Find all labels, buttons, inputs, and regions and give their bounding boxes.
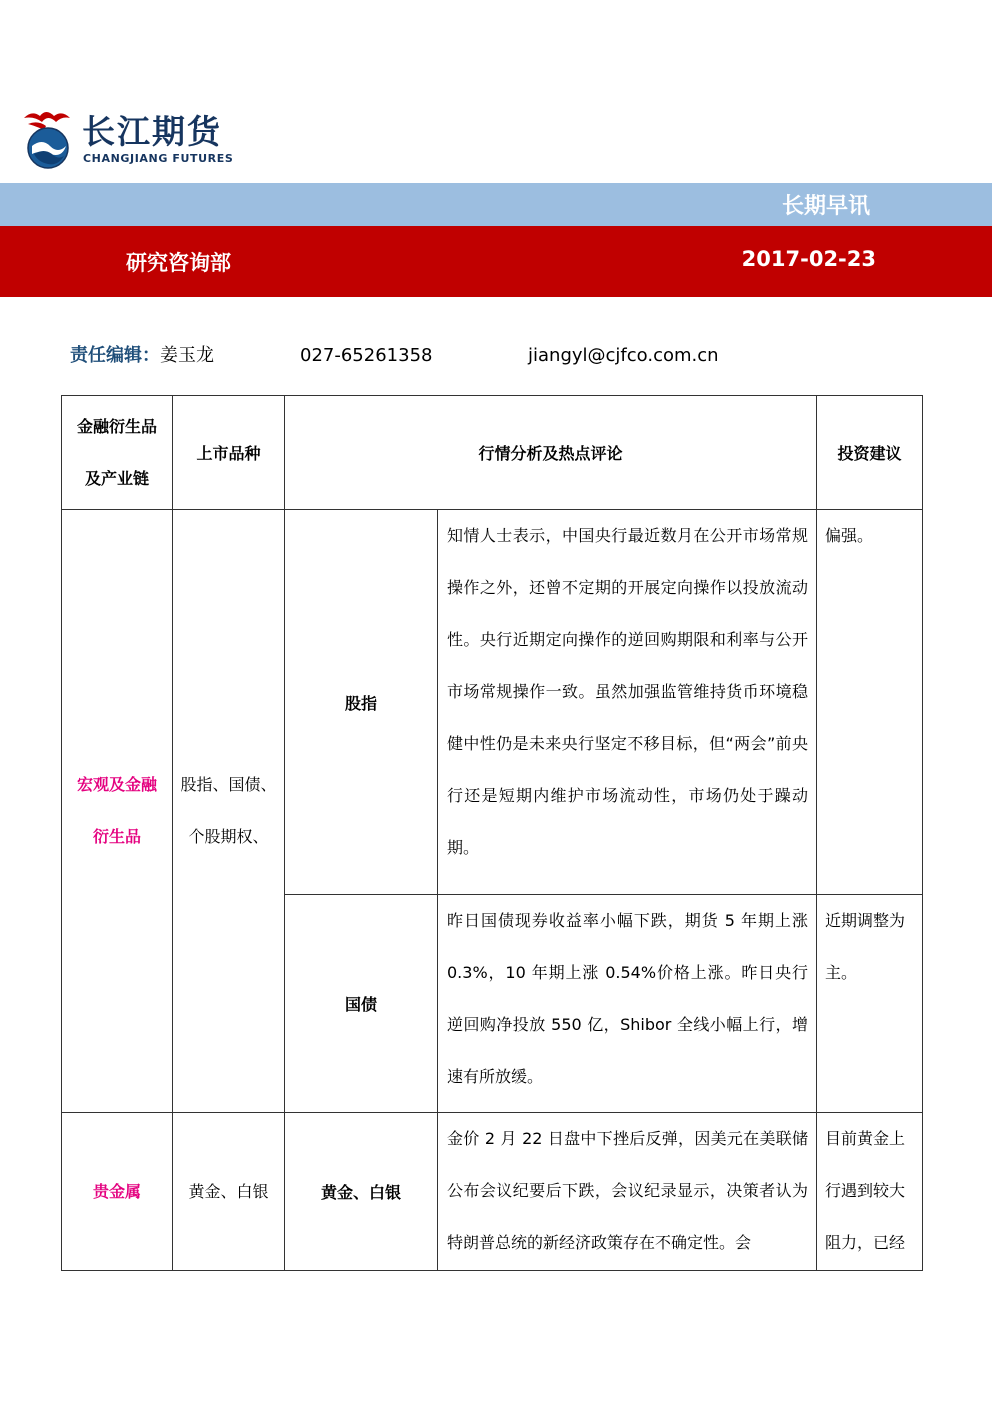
department-band xyxy=(0,226,992,297)
sector-cell: 贵金属 xyxy=(62,1113,173,1271)
header-products: 上市品种 xyxy=(173,396,285,510)
advice-cell: 偏强。 xyxy=(817,510,923,895)
market-report-table xyxy=(61,395,923,1271)
header-advice: 投资建议 xyxy=(817,396,923,510)
comment-cell: 金价 2 月 22 日盘中下挫后反弹，因美元在美联储公布会议纪要后下跌，会议纪录显示，决策者认为特朗普总统的新经济政策存在不确定性。会 xyxy=(438,1113,817,1271)
subcategory-cell: 股指 xyxy=(285,510,438,895)
products-cell: 黄金、白银 xyxy=(173,1113,285,1271)
products-cell: 股指、国债、 个股期权、 xyxy=(173,510,285,1113)
advice-cell: 目前黄金上行遇到较大阻力，已经 xyxy=(817,1113,923,1271)
sector-cell: 宏观及金融 衍生品 xyxy=(62,510,173,1113)
editor-phone: 027-65261358 xyxy=(300,345,433,366)
company-logo xyxy=(18,108,258,172)
subcategory-cell: 国债 xyxy=(285,895,438,1113)
editor-email[interactable]: jiangyl@cjfco.com.cn xyxy=(528,345,719,366)
table-row xyxy=(62,1113,923,1271)
comment-cell: 昨日国债现券收益率小幅下跌，期货 5 年期上涨 0.3%，10 年期上涨 0.54%价格上涨。昨日央行逆回购净投放 550 亿，Shibor 全线小幅上行，增速有所放缓。 xyxy=(438,895,817,1113)
logo-name-en: CHANGJIANG FUTURES xyxy=(83,152,234,165)
editor-label: 责任编辑： xyxy=(70,345,160,366)
header-sector: 金融衍生品 及产业链 xyxy=(62,396,173,510)
editor-name: 姜玉龙 xyxy=(160,345,214,366)
header-analysis: 行情分析及热点评论 xyxy=(285,396,817,510)
comment-cell: 知情人士表示，中国央行最近数月在公开市场常规操作之外，还曾不定期的开展定向操作以投放流动性。央行近期定向操作的逆回购期限和利率与公开市场常规操作一致。虽然加强监管维持货币环境稳健中性仍是未来央行坚定不移目标，但“两会”前央行还是短期内维护市场流动性，市场仍处于躁动期。 xyxy=(438,510,817,895)
publication-band xyxy=(0,183,992,226)
editor-info xyxy=(70,343,719,369)
table-row xyxy=(62,510,923,895)
logo-name-cn: 长江期货 xyxy=(82,112,222,151)
publication-title: 长期早讯 xyxy=(781,194,870,219)
advice-cell: 近期调整为主。 xyxy=(817,895,923,1113)
subcategory-cell: 黄金、白银 xyxy=(285,1113,438,1271)
table-header-row xyxy=(62,396,923,510)
changjiang-logo-icon xyxy=(18,108,78,170)
department-name: 研究咨询部 xyxy=(126,251,231,275)
report-date: 2017-02-23 xyxy=(741,247,876,271)
